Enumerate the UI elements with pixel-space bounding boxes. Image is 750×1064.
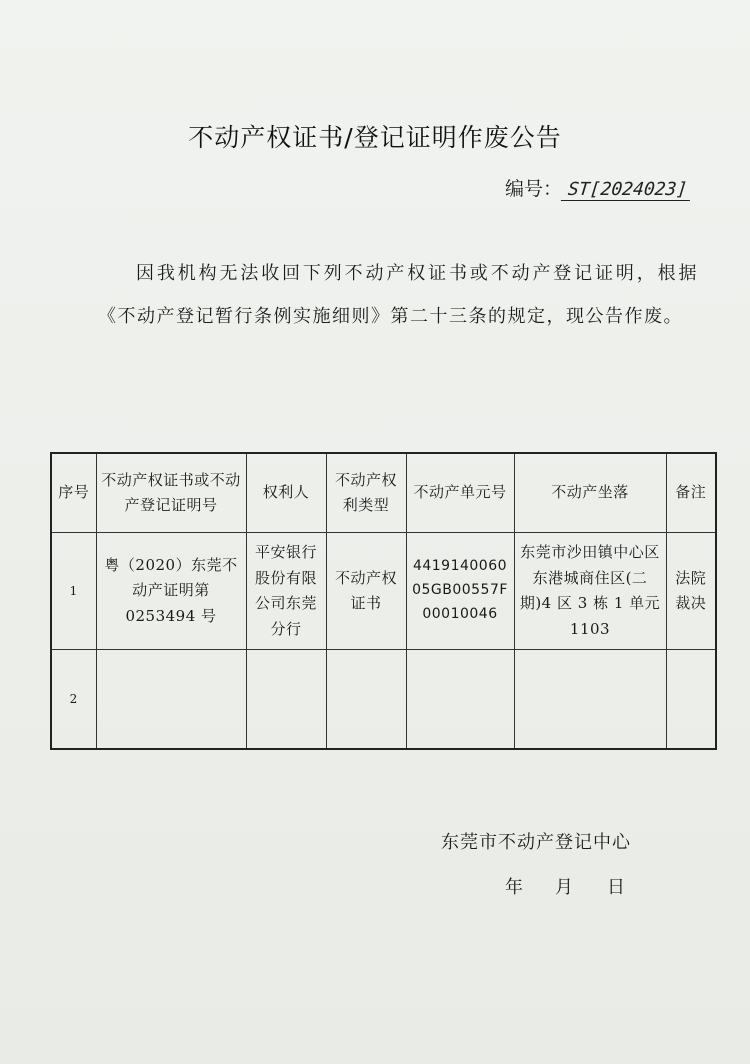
cell-owner: [246, 650, 326, 750]
header-remark: 备注: [666, 453, 716, 533]
serial-value: ST[2024023]: [561, 179, 693, 201]
announcement-body: 因我机构无法收回下列不动产权证书或不动产登记证明，根据《不动产登记暂行条例实施细则》第二十三条的规定，现公告作废。: [98, 263, 698, 328]
header-right-type: 不动产权利类型: [326, 453, 406, 533]
serial-number: [505, 174, 691, 201]
day-label: 日: [607, 877, 625, 898]
date-line: [505, 873, 625, 899]
month-label: 月: [555, 877, 573, 898]
cell-unit-no: 441914006005GB00557F00010046: [406, 533, 514, 650]
cell-remark: 法院裁决: [666, 533, 716, 650]
header-unit-no: 不动产单元号: [406, 453, 514, 533]
year-label: 年: [505, 877, 523, 898]
issuing-organization: 东莞市不动产登记中心: [441, 832, 631, 853]
table-row: [51, 650, 716, 750]
table-header-row: [51, 453, 716, 533]
cell-remark: [666, 650, 716, 750]
cell-cert-no: [96, 650, 246, 750]
header-cert-no: 不动产权证书或不动产登记证明号: [96, 453, 246, 533]
header-index: 序号: [51, 453, 96, 533]
cell-right-type: [326, 650, 406, 750]
records-table: [50, 452, 717, 750]
table-row: [51, 533, 716, 650]
header-location: 不动产坐落: [514, 453, 666, 533]
document-title: 不动产权证书/登记证明作废公告: [188, 123, 562, 152]
cell-location: 东莞市沙田镇中心区东港城商住区(二期)4 区 3 栋 1 单元 1103: [514, 533, 666, 650]
cell-index: 1: [51, 533, 96, 650]
cell-cert-no: 粤（2020）东莞不动产证明第 0253494 号: [96, 533, 246, 650]
header-owner: 权利人: [246, 453, 326, 533]
cell-unit-no: [406, 650, 514, 750]
serial-label: 编号：: [505, 178, 563, 200]
cell-index: 2: [51, 650, 96, 750]
cell-right-type: 不动产权证书: [326, 533, 406, 650]
cell-owner: 平安银行股份有限公司东莞分行: [246, 533, 326, 650]
cell-location: [514, 650, 666, 750]
